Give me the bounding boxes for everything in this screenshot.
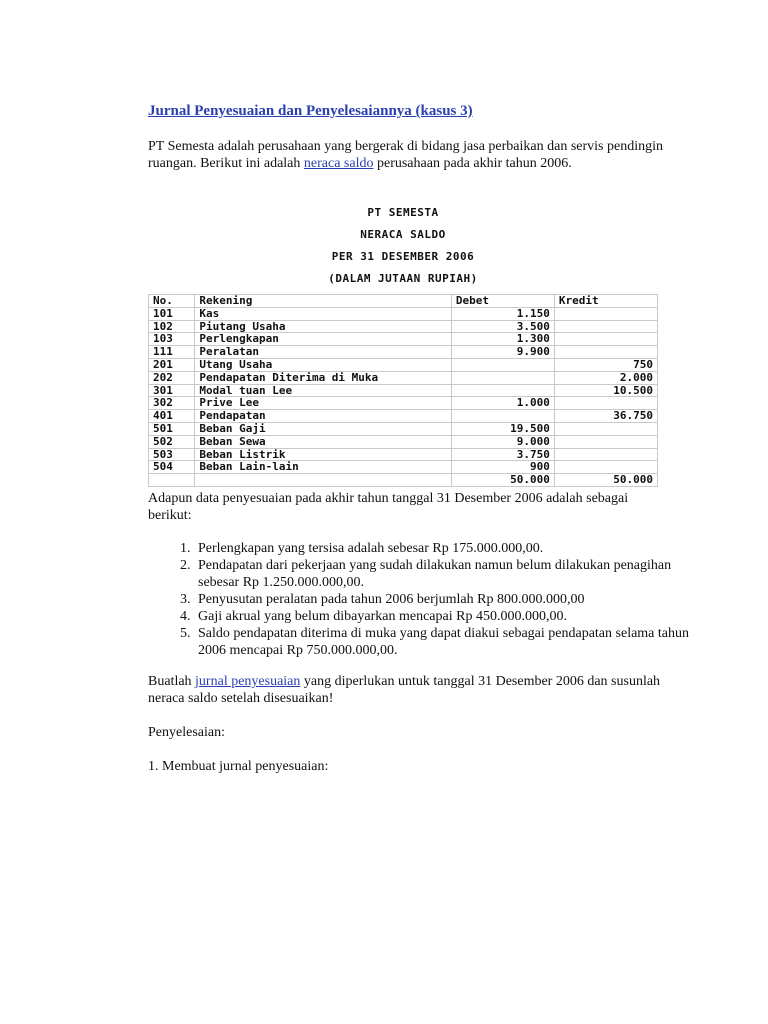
task-text-before: Buatlah [148, 674, 196, 689]
cell-rekening: Beban Lain-lain [195, 461, 452, 474]
cell-rekening: Prive Lee [195, 397, 452, 410]
table-row [149, 422, 658, 435]
trial-balance-table [148, 294, 658, 487]
cell-rekening: Beban Gaji [195, 422, 452, 435]
cell-kredit: 50.000 [554, 474, 657, 487]
cell-kredit [554, 422, 657, 435]
cell-rekening [195, 474, 452, 487]
cell-debet [451, 410, 554, 423]
cell-no [149, 474, 195, 487]
table-body [149, 307, 658, 486]
cell-rekening: Piutang Usaha [195, 320, 452, 333]
task-paragraph [148, 673, 668, 707]
cell-kredit: 750 [554, 358, 657, 371]
cell-no: 503 [149, 448, 195, 461]
cell-kredit: 36.750 [554, 410, 657, 423]
cell-no: 102 [149, 320, 195, 333]
table-row [149, 307, 658, 320]
cell-rekening: Modal tuan Lee [195, 384, 452, 397]
table-row [149, 333, 658, 346]
cell-debet: 900 [451, 461, 554, 474]
report-name: NERACA SALDO [360, 228, 446, 241]
adjustment-list [148, 540, 714, 659]
cell-debet: 9.900 [451, 346, 554, 359]
cell-debet: 19.500 [451, 422, 554, 435]
cell-kredit [554, 461, 657, 474]
task-text-after: yang diperlukan untuk tanggal 31 Desember 2006 dan susunlah neraca saldo setelah disesuaikan! [148, 674, 661, 706]
cell-no: 501 [149, 422, 195, 435]
table-row [149, 384, 658, 397]
cell-rekening: Beban Listrik [195, 448, 452, 461]
cell-rekening: Perlengkapan [195, 333, 452, 346]
table-row [149, 435, 658, 448]
table-row [149, 474, 658, 487]
adjustment-item: 5. Saldo pendapatan diterima di muka yang dapat diakui sebagai pendapatan selama tahun 2006 mencapai Rp 750.000.000,00. [194, 625, 714, 659]
cell-kredit: 10.500 [554, 384, 657, 397]
page-title[interactable]: Jurnal Penyesuaian dan Penyelesaiannya (kasus 3) [148, 103, 473, 119]
cell-debet [451, 358, 554, 371]
cell-debet: 50.000 [451, 474, 554, 487]
intro-text-before: PT Semesta adalah perusahaan yang bergerak di bidang jasa perbaikan dan servis pendingin ruangan. Berikut ini adalah [148, 139, 663, 171]
adjustment-item: 1. Perlengkapan yang tersisa adalah sebesar Rp 175.000.000,00. [194, 540, 714, 557]
cell-no: 302 [149, 397, 195, 410]
cell-no: 202 [149, 371, 195, 384]
company-name: PT SEMESTA [367, 206, 439, 219]
cell-debet [451, 371, 554, 384]
intro-text-after: perusahaan pada akhir tahun 2006. [373, 156, 572, 171]
cell-rekening: Pendapatan [195, 410, 452, 423]
cell-debet: 9.000 [451, 435, 554, 448]
trial-balance-heading [148, 202, 658, 290]
table-row [149, 358, 658, 371]
adjustment-intro: Adapun data penyesuaian pada akhir tahun tanggal 31 Desember 2006 adalah sebagai berikut: [148, 491, 629, 523]
report-unit: (DALAM JUTAAN RUPIAH) [328, 272, 478, 285]
cell-no: 502 [149, 435, 195, 448]
table-row [149, 448, 658, 461]
cell-kredit [554, 346, 657, 359]
table-row [149, 371, 658, 384]
intro-paragraph [148, 138, 668, 172]
adjustment-item: 3. Penyusutan peralatan pada tahun 2006 berjumlah Rp 800.000.000,00 [194, 591, 714, 608]
cell-kredit [554, 448, 657, 461]
cell-no: 301 [149, 384, 195, 397]
report-date: PER 31 DESEMBER 2006 [331, 250, 475, 263]
cell-kredit [554, 333, 657, 346]
step-one-heading: 1. Membuat jurnal penyesuaian: [148, 759, 329, 774]
cell-debet: 1.300 [451, 333, 554, 346]
cell-debet: 3.750 [451, 448, 554, 461]
neraca-saldo-link[interactable]: neraca saldo [303, 156, 374, 171]
cell-no: 201 [149, 358, 195, 371]
cell-kredit [554, 307, 657, 320]
table-row [149, 461, 658, 474]
col-rekening: Rekening [195, 295, 452, 308]
cell-no: 103 [149, 333, 195, 346]
table-row [149, 410, 658, 423]
adjustment-item: 4. Gaji akrual yang belum dibayarkan mencapai Rp 450.000.000,00. [194, 608, 714, 625]
cell-rekening: Utang Usaha [195, 358, 452, 371]
cell-rekening: Pendapatan Diterima di Muka [195, 371, 452, 384]
cell-rekening: Beban Sewa [195, 435, 452, 448]
cell-no: 504 [149, 461, 195, 474]
cell-rekening: Kas [195, 307, 452, 320]
cell-debet: 3.500 [451, 320, 554, 333]
table-row [149, 320, 658, 333]
cell-debet: 1.150 [451, 307, 554, 320]
cell-kredit: 2.000 [554, 371, 657, 384]
col-no: No. [149, 295, 195, 308]
cell-kredit [554, 435, 657, 448]
solution-heading: Penyelesaian: [148, 725, 225, 740]
col-kredit: Kredit [554, 295, 657, 308]
cell-rekening: Peralatan [195, 346, 452, 359]
table-row [149, 397, 658, 410]
adjustment-item: 2. Pendapatan dari pekerjaan yang sudah dilakukan namun belum dilakukan penagihan sebesar Rp 1.250.000.000,00. [194, 557, 714, 591]
table-header-row [149, 295, 658, 308]
cell-kredit [554, 320, 657, 333]
jurnal-penyesuaian-link[interactable]: jurnal penyesuaian [195, 674, 301, 689]
cell-no: 111 [149, 346, 195, 359]
cell-debet [451, 384, 554, 397]
col-debet: Debet [451, 295, 554, 308]
cell-no: 101 [149, 307, 195, 320]
cell-debet: 1.000 [451, 397, 554, 410]
cell-no: 401 [149, 410, 195, 423]
cell-kredit [554, 397, 657, 410]
table-row [149, 346, 658, 359]
